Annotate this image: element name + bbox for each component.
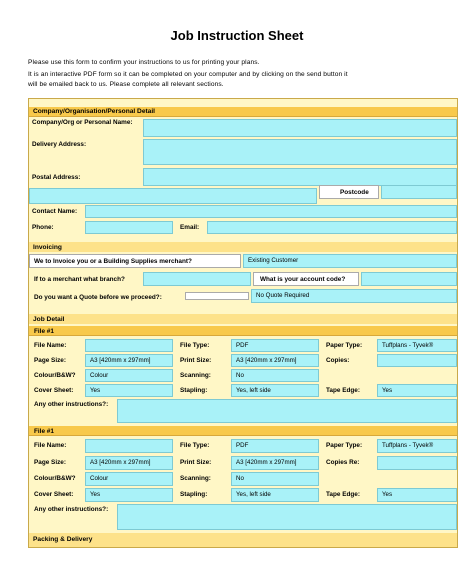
invoice-q4-label: Do you want a Quote before we proceed?: [34, 294, 162, 301]
invoice-q1-label: We to Invoice you or a Building Supplies merchant? [34, 258, 192, 265]
file2-print-size-label: Print Size: [180, 459, 212, 466]
file2-tape-value: Yes [382, 491, 393, 498]
file1-colour-label: Colour/B&W? [34, 372, 76, 379]
file1-stapling-label: Stapling: [180, 387, 208, 394]
file1-copies-field[interactable] [377, 354, 457, 367]
file2-scanning-label: Scanning: [180, 475, 211, 482]
delivery-address-field[interactable] [143, 139, 457, 165]
section-job-title: Job Detail [33, 316, 65, 323]
file2-stapling-label: Stapling: [180, 491, 208, 498]
file2-file-type-value: PDF [236, 442, 249, 449]
file1-cover-value: Yes [90, 387, 101, 394]
postal-address-label: Postal Address: [32, 174, 81, 181]
file1-header-bar [29, 326, 457, 336]
file1-page-size-value: A3 [420mm x 297mm] [90, 357, 151, 364]
file2-paper-type-value: Tuffplans - Tyvek® [382, 442, 434, 449]
file2-header: File #1 [34, 428, 54, 435]
company-name-field[interactable] [143, 119, 457, 137]
file1-page-size-label: Page Size: [34, 357, 66, 364]
file2-stapling-select[interactable] [231, 488, 319, 502]
email-label: Email: [180, 224, 200, 231]
file2-file-type-label: File Type: [180, 442, 210, 449]
file1-cover-select[interactable] [85, 384, 173, 397]
file2-copies-field[interactable] [377, 456, 457, 470]
contact-name-label: Contact Name: [32, 208, 78, 215]
phone-label: Phone: [32, 224, 54, 231]
file1-scanning-select[interactable] [231, 369, 319, 382]
file2-tape-select[interactable] [377, 488, 457, 502]
section-packing-title: Packing & Delivery [33, 536, 93, 543]
invoice-q1-value: Existing Customer [248, 257, 299, 264]
file1-file-type-label: File Type: [180, 342, 210, 349]
postal-address-field-1[interactable] [143, 168, 457, 186]
intro-line-1: Please use this form to confirm your instructions to us for printing your plans. [28, 59, 260, 66]
file1-print-size-label: Print Size: [180, 357, 212, 364]
job-form [28, 98, 458, 548]
postcode-field[interactable] [381, 185, 457, 199]
file1-stapling-value: Yes, left side [236, 387, 271, 394]
file2-paper-type-label: Paper Type: [326, 442, 363, 449]
file1-file-type-select[interactable] [231, 339, 319, 352]
file2-colour-select[interactable] [85, 472, 173, 486]
file2-stapling-value: Yes, left side [236, 491, 271, 498]
file2-print-size-value: A3 [420mm x 297mm] [236, 459, 297, 466]
invoice-q3-field[interactable] [361, 272, 457, 286]
section-invoicing-title: Invoicing [33, 244, 62, 251]
company-name-label: Company/Org or Personal Name: [32, 119, 133, 126]
file1-print-size-value: A3 [420mm x 297mm] [236, 357, 297, 364]
file1-copies-label: Copies: [326, 357, 350, 364]
file2-other-label: Any other instructions?: [34, 506, 109, 513]
file1-tape-select[interactable] [377, 384, 457, 397]
file1-tape-value: Yes [382, 387, 393, 394]
file2-other-field[interactable] [117, 504, 457, 530]
invoice-q4-select[interactable] [251, 289, 457, 303]
file1-other-field[interactable] [117, 399, 457, 423]
invoice-q4-spacer [185, 292, 249, 300]
section-company-title: Company/Organisation/Personal Detail [33, 108, 156, 115]
file2-page-size-value: A3 [420mm x 297mm] [90, 459, 151, 466]
file1-page-size-select[interactable] [85, 354, 173, 367]
file1-file-type-value: PDF [236, 342, 249, 349]
file1-file-name-label: File Name: [34, 342, 67, 349]
file2-page-size-label: Page Size: [34, 459, 66, 466]
postal-address-field-2[interactable] [29, 188, 317, 204]
file1-header: File #1 [34, 328, 54, 335]
file1-file-name-field[interactable] [85, 339, 173, 352]
file1-paper-type-select[interactable] [377, 339, 457, 352]
file1-stapling-select[interactable] [231, 384, 319, 397]
file2-file-type-select[interactable] [231, 439, 319, 453]
file1-cover-label: Cover Sheet: [34, 387, 74, 394]
phone-field[interactable] [85, 221, 173, 234]
invoice-q1-checkbox[interactable] [229, 257, 237, 265]
file2-file-name-field[interactable] [85, 439, 173, 453]
file1-scanning-value: No [236, 372, 244, 379]
file1-paper-type-value: Tuffplans - Tyvek® [382, 342, 434, 349]
file2-colour-value: Colour [90, 475, 109, 482]
file1-print-size-select[interactable] [231, 354, 319, 367]
file2-colour-label: Colour/B&W? [34, 475, 76, 482]
invoice-q1-select[interactable] [243, 254, 457, 268]
file1-paper-type-label: Paper Type: [326, 342, 363, 349]
invoice-q2-field[interactable] [143, 272, 251, 286]
invoice-q4-value: No Quote Required [256, 292, 310, 299]
intro-line-3: will be emailed back to us. Please complete all relevant sections. [28, 81, 224, 88]
file2-tape-label: Tape Edge: [326, 491, 360, 498]
file2-scanning-value: No [236, 475, 244, 482]
file2-paper-type-select[interactable] [377, 439, 457, 453]
page-title: Job Instruction Sheet [170, 28, 304, 43]
file2-copies-label: Copies Re: [326, 459, 360, 466]
delivery-address-label: Delivery Address: [32, 141, 87, 148]
file1-other-label: Any other instructions?: [34, 401, 109, 408]
file2-cover-label: Cover Sheet: [34, 491, 74, 498]
invoice-q3-label: What is your account code? [260, 276, 346, 283]
file2-print-size-select[interactable] [231, 456, 319, 470]
file2-page-size-select[interactable] [85, 456, 173, 470]
email-field[interactable] [207, 221, 457, 234]
file1-tape-label: Tape Edge: [326, 387, 360, 394]
file1-colour-select[interactable] [85, 369, 173, 382]
invoice-q2-label: If to a merchant what branch? [34, 276, 125, 283]
contact-name-field[interactable] [85, 205, 457, 218]
file2-scanning-select[interactable] [231, 472, 319, 486]
file2-header-bar [29, 426, 457, 436]
file1-scanning-label: Scanning: [180, 372, 211, 379]
intro-line-2: It is an interactive PDF form so it can be completed on your computer and by clicking on the send button it [28, 71, 348, 78]
file2-cover-value: Yes [90, 491, 101, 498]
file1-colour-value: Colour [90, 372, 109, 379]
file2-cover-select[interactable] [85, 488, 173, 502]
file2-file-name-label: File Name: [34, 442, 67, 449]
postcode-label: Postcode [340, 189, 369, 196]
